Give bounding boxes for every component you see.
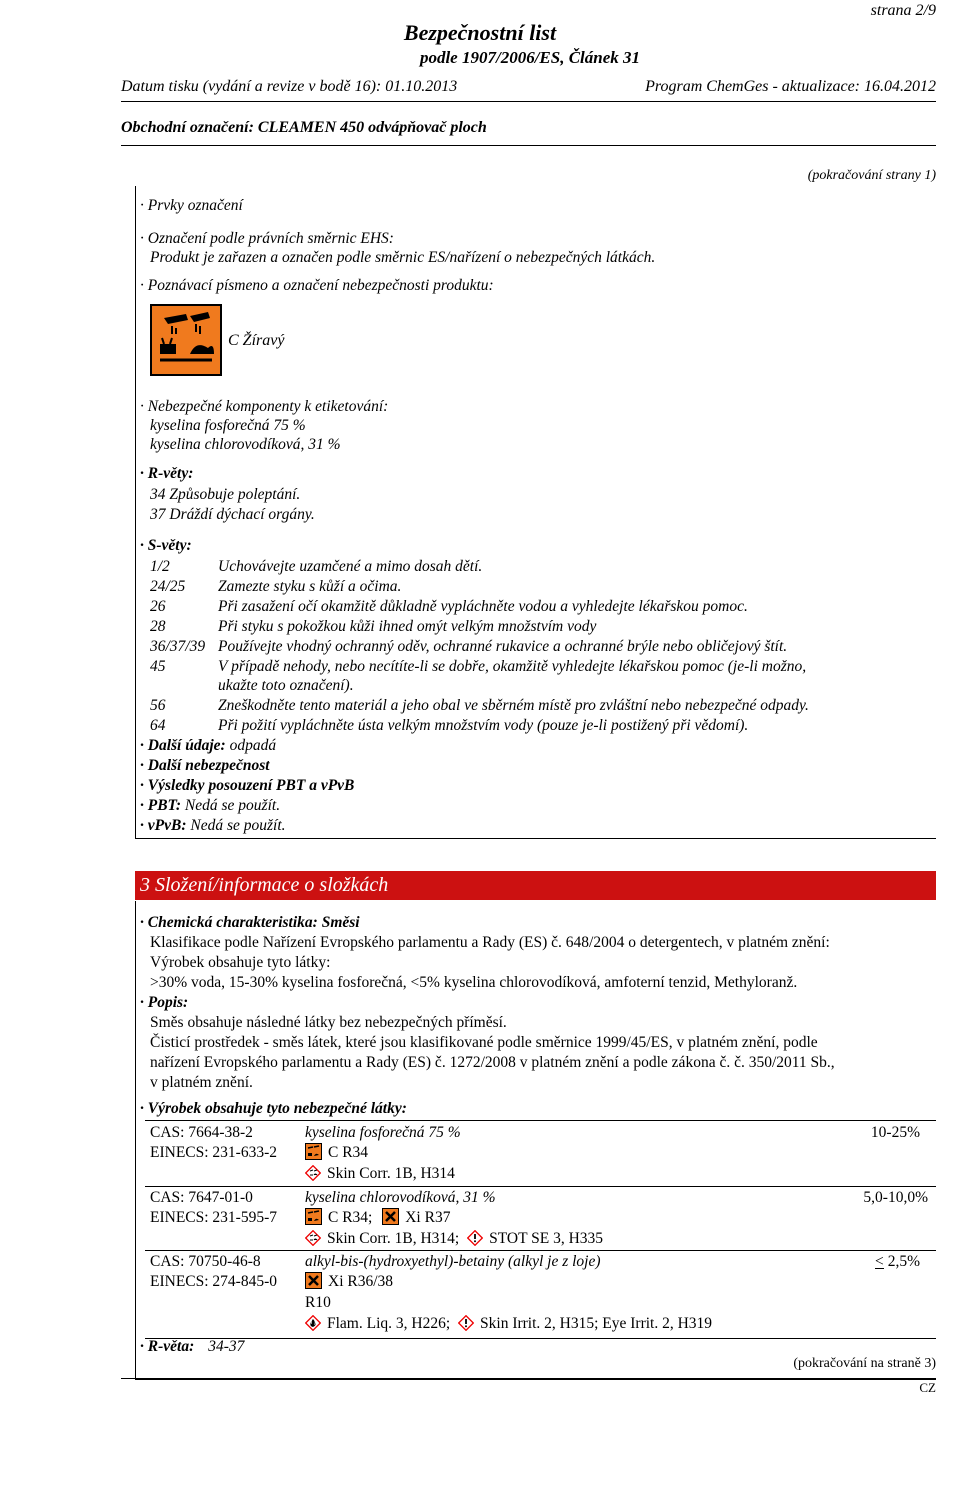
other-info-label: · Další údaje:: [140, 737, 226, 754]
vpvb-line: [140, 816, 286, 835]
s-code: 45: [150, 658, 166, 675]
clp-label: Skin Corr. 1B, H314: [327, 1165, 455, 1182]
popis-3: nařízení Evropského parlamentu a Rady (ES) č. 1272/2008 v platném znění a podle zákona č. č. 350/2011 Sb.,: [150, 1054, 835, 1071]
substance-einecs: EINECS: 231-633-2: [150, 1144, 278, 1161]
vyrobek: Výrobek obsahuje tyto látky:: [150, 954, 331, 971]
popis-label: · Popis:: [140, 994, 189, 1011]
corrosive-hazard-icon: [150, 304, 222, 376]
composition: >30% voda, 15-30% kyselina fosforečná, <5% kyselina chlorovodíková, amfoterní tenzid, Methyloranž.: [150, 974, 798, 991]
program-info: Program ChemGes - aktualizace: 16.04.2012: [645, 78, 936, 95]
substance-dsd: [305, 1272, 393, 1291]
dsd-label: Xi R36/38: [328, 1273, 394, 1290]
language-code: CZ: [919, 1380, 936, 1395]
s-code: 56: [150, 697, 166, 714]
s-text: Při požití vypláchněte ústa velkým množstvím vody (pouze je-li postižený při vědomí).: [218, 717, 749, 734]
other-hazard: · Další nebezpečnost: [140, 757, 270, 774]
s-text-continued: ukažte toto označení).: [218, 677, 354, 694]
s-text: V případě nehody, nebo necítíte-li se dobře, okamžitě vyhledejte lékařskou pomoc (je-li možno,: [218, 658, 807, 675]
document-title: Bezpečnostní list: [403, 20, 557, 45]
le-sign: <: [874, 1253, 884, 1270]
substance-conc: 10-25%: [870, 1124, 920, 1141]
substance-r10: R10: [305, 1294, 331, 1311]
symbol-label: C Žíravý: [228, 332, 285, 349]
clp-label: STOT SE 3, H335: [489, 1230, 604, 1247]
s-code: 26: [150, 598, 166, 615]
substance-cas: CAS: 7664-38-2: [150, 1124, 253, 1141]
pbt-label: · PBT:: [140, 797, 182, 814]
page-number: strana 2/9: [870, 2, 936, 19]
popis-2: Čisticí prostředek - směs látek, které jsou klasifikované podle směrnice 1999/45/ES, v platném znění, podle: [150, 1034, 818, 1051]
continued-from: (pokračování strany 1): [807, 168, 936, 183]
other-info: [140, 736, 276, 755]
ghs-corrosion-icon: [305, 1230, 321, 1246]
substance-cas: CAS: 70750-46-8: [150, 1253, 261, 1270]
substance-name: kyselina fosforečná 75 %: [305, 1124, 461, 1141]
s-code: 64: [150, 717, 166, 734]
substance-clp: [305, 1164, 455, 1183]
chem-char: · Chemická charakteristika: Směsi: [140, 914, 360, 931]
r-heading: · R-věty:: [140, 465, 194, 482]
dsd-label: Xi R37: [405, 1209, 451, 1226]
component-2: kyselina chlorovodíková, 31 %: [150, 436, 341, 453]
dsd-label: C R34: [328, 1144, 369, 1161]
r-phrase-value: 34-37: [208, 1338, 245, 1355]
s-heading: · S-věty:: [140, 537, 192, 554]
substance-dsd: [305, 1143, 368, 1162]
irritant-icon: [305, 1272, 322, 1289]
klasifikace: Klasifikace podle Nařízení Evropského parlamentu a Rady (ES) č. 648/2004 o detergentech, v platném znění:: [150, 934, 830, 951]
s-code: 1/2: [150, 558, 170, 575]
substance-cas: CAS: 7647-01-0: [150, 1189, 253, 1206]
corrosive-icon: [305, 1143, 322, 1160]
corrosive-icon: [305, 1208, 322, 1225]
s-text: Používejte vhodný ochranný oděv, ochranné rukavice a ochranné brýle nebo obličejový štít.: [218, 638, 788, 655]
flame-icon: [305, 1315, 321, 1331]
section-3-heading: [135, 871, 936, 900]
popis-4: v platném znění.: [150, 1074, 253, 1091]
substance-conc-value: 2,5%: [887, 1253, 920, 1270]
dsd-label: C R34;: [328, 1209, 373, 1226]
substance-name: alkyl-bis-(hydroxyethyl)-betainy (alkyl je z loje): [305, 1253, 601, 1270]
component-1: kyselina fosforečná 75 %: [150, 417, 306, 434]
document-subtitle: podle 1907/2006/ES, Článek 31: [419, 48, 641, 67]
clp-label: Skin Corr. 1B, H314;: [327, 1230, 460, 1247]
s-text: Zamezte styku s kůží a očima.: [218, 578, 402, 595]
popis-1: Směs obsahuje následné látky bez nebezpečných příměsí.: [150, 1014, 507, 1031]
footer-rule: [121, 1378, 936, 1379]
header-rule-2: [121, 145, 936, 146]
r-item-1: 34 Způsobuje poleptání.: [150, 486, 301, 503]
print-date: Datum tisku (vydání a revize v bodě 16): 01.10.2013: [121, 78, 458, 95]
irritant-icon: [382, 1208, 399, 1225]
pbt-line: [140, 796, 280, 815]
s-code: 36/37/39: [150, 638, 206, 655]
substance-dsd: [305, 1208, 450, 1227]
pbt-results: · Výsledky posouzení PBT a vPvB: [140, 777, 355, 794]
r-item-2: 37 Dráždí dýchací orgány.: [150, 506, 315, 523]
vpvb-label: · vPvB:: [140, 817, 187, 834]
s-text: Zneškodněte tento materiál a jeho obal ve sběrném místě pro zvláštní nebo nebezpečné odpady.: [218, 697, 809, 714]
exclamation-icon: [467, 1230, 483, 1246]
continued-to: (pokračování na straně 3): [793, 1356, 936, 1371]
s-text: Při zasažení očí okamžitě důkladně vypláchněte vodou a vyhledejte lékařskou pomoc.: [218, 598, 748, 615]
letter-heading: · Poznávací písmeno a označení nebezpečnosti produktu:: [140, 277, 494, 294]
clp-label: Flam. Liq. 3, H226;: [327, 1315, 451, 1332]
s-code: 28: [150, 618, 166, 635]
table-divider: [145, 1186, 936, 1187]
substance-clp: [305, 1229, 603, 1248]
s-text: Uchovávejte uzamčené a mimo dosah dětí.: [218, 558, 483, 575]
clp-label: Skin Irrit. 2, H315; Eye Irrit. 2, H319: [480, 1315, 713, 1332]
components-heading: · Nebezpečné komponenty k etiketování:: [140, 398, 389, 415]
trade-name: Obchodní označení: CLEAMEN 450 odvápňovač ploch: [121, 119, 487, 136]
ehs-heading: · Označení podle právních směrnic EHS:: [140, 230, 394, 247]
substance-einecs: EINECS: 231-595-7: [150, 1209, 278, 1226]
substance-conc: [875, 1252, 920, 1271]
substance-conc: 5,0-10,0%: [863, 1189, 928, 1206]
r-phrase-line: [140, 1337, 244, 1356]
prvky-heading: · Prvky označení: [140, 197, 243, 214]
r-phrase-label: · R-věta:: [140, 1338, 195, 1355]
s-text: Při styku s pokožkou kůži ihned omýt velkým množstvím vody: [218, 618, 597, 635]
vpvb-value: Nedá se použít.: [186, 817, 286, 834]
other-info-value: odpadá: [225, 737, 277, 754]
header-rule: [121, 101, 936, 102]
section-3-title: 3 Složení/informace o složkách: [140, 874, 389, 896]
substance-name: kyselina chlorovodíková, 31 %: [305, 1189, 496, 1206]
ehs-text: Produkt je zařazen a označen podle směrnic ES/nařízení o nebezpečných látkách.: [150, 249, 656, 266]
s-code: 24/25: [150, 578, 186, 595]
pbt-value: Nedá se použít.: [181, 797, 281, 814]
substance-clp: [305, 1314, 712, 1333]
exclamation-icon: [458, 1315, 474, 1331]
table-divider: [145, 1250, 936, 1251]
hazard-heading: · Výrobek obsahuje tyto nebezpečné látky:: [140, 1100, 407, 1117]
ghs-corrosion-icon: [305, 1165, 321, 1181]
substance-einecs: EINECS: 274-845-0: [150, 1273, 278, 1290]
